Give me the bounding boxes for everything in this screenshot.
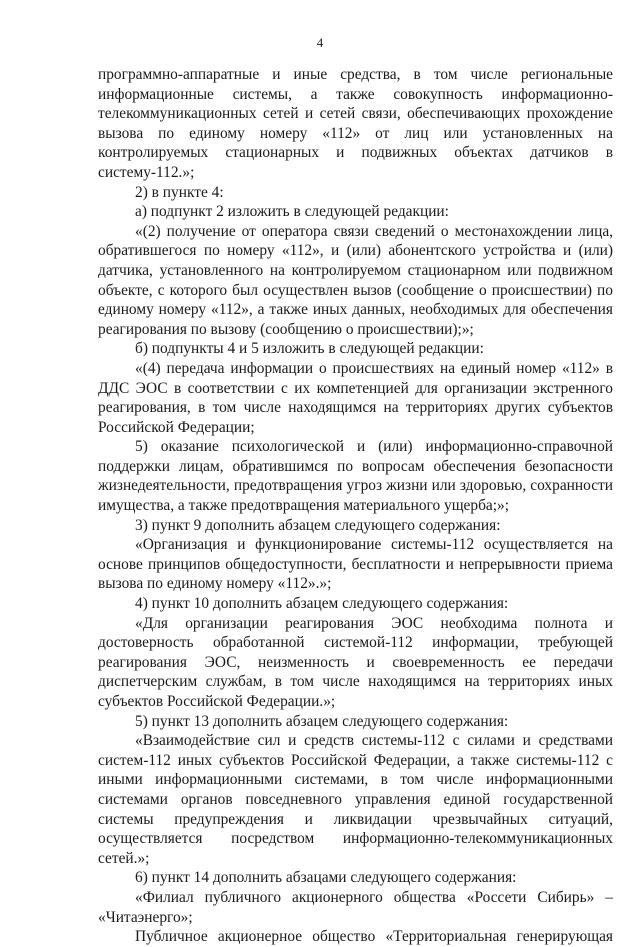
paragraph: 5) пункт 13 дополнить абзацем следующего содержания: bbox=[135, 712, 509, 730]
paragraph: 6) пункт 14 дополнить абзацами следующего содержания: bbox=[135, 869, 517, 887]
paragraph: 3) пункт 9 дополнить абзацем следующего содержания: bbox=[135, 516, 501, 534]
paragraph: 5) оказание психологической и (или) информационно-справочной поддержки лицам, обратившимся по вопросам обеспечения безопасности жизнедеятельности, предотвращения угроз жизни или здоровью, сохранности имущества, а также предотвращения материального ущерба;»; bbox=[98, 438, 613, 515]
paragraph: а) подпункт 2 изложить в следующей редакции: bbox=[135, 203, 449, 221]
paragraph: б) подпункты 4 и 5 изложить в следующей редакции: bbox=[135, 340, 484, 358]
paragraph: «(4) передача информации о происшествиях на единый номер «112» в ДДС ЭОС в соответствии с их компетенцией для организации экстренного реагирования, в том числе находящимся на территориях других субъектов Российской Федерации; bbox=[98, 359, 613, 436]
paragraph: программно-аппаратные и иные средства, в том числе региональные информационные системы, а также совокупность информационно-телекоммуникационных сетей и сетей связи, обеспечивающих прохождение вызова по единому номеру «112» от лиц или установленных на контролируемых стационарных и подвижных объектах датчиков в систему-112.»; bbox=[98, 66, 613, 181]
paragraph: «Для организации реагирования ЭОС необходима полнота и достоверность обработанной системой-112 информации, требующей реагирования ЭОС, неизменность и своевременность ее передачи диспетчерским службам, в том числе находящимся на территориях иных субъектов Российской Федерации.»; bbox=[98, 614, 613, 710]
document-body bbox=[98, 65, 613, 947]
paragraph: «Взаимодействие сил и средств системы-112 с силами и средствами систем-112 иных субъектов Российской Федерации, а также системы-112 с иными информационными системами, в том числе информационными системами органов повседневного управления единой государственной системы предупреждения и ликвидации чрезвычайных ситуаций, осуществляется посредством информационно-телекоммуникационных сетей.»; bbox=[98, 732, 613, 867]
paragraph: «(2) получение от оператора связи сведений о местонахождении лица, обратившегося по номеру «112», и (или) абонентского устройства и (или) датчика, установленного на контролируемом стационарном или подвижном объекте, с которого был осуществлен вызов (сообщение о происшествии) по единому номеру «112», а также иных данных, необходимых для обеспечения реагирования по вызову (сообщению о происшествии);»; bbox=[98, 222, 613, 338]
paragraph: 2) в пункте 4: bbox=[135, 183, 224, 201]
paragraph: 4) пункт 10 дополнить абзацем следующего содержания: bbox=[135, 595, 509, 613]
paragraph: «Филиал публичного акционерного общества «Россети Сибирь» – «Читаэнерго»; bbox=[98, 888, 613, 926]
paragraph-continued: Публичное акционерное общество «Территориальная генерирующая bbox=[135, 928, 613, 946]
paragraph: «Организация и функционирование системы-112 осуществляется на основе принципов общедоступности, бесплатности и непрерывности приема вызова по единому номеру «112».»; bbox=[98, 536, 613, 593]
page-number: 4 bbox=[316, 35, 324, 50]
